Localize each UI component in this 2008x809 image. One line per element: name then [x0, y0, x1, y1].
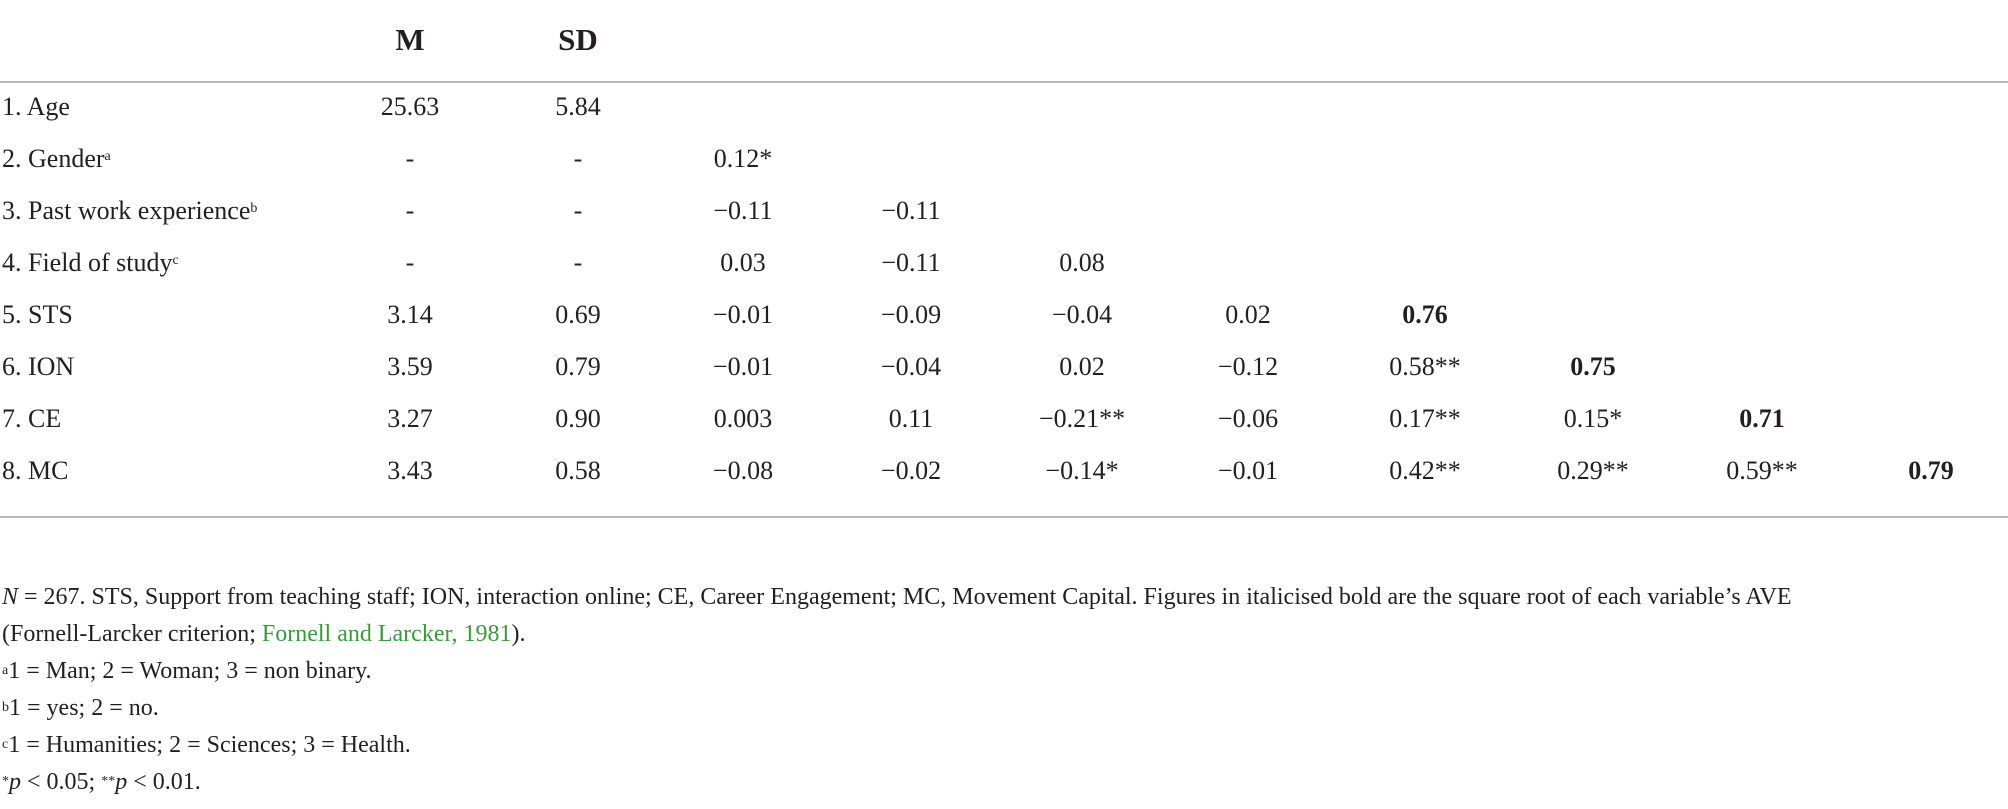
- cell-mean: -: [405, 196, 415, 225]
- row-label-text: 5. STS: [2, 300, 73, 329]
- row-label: [2, 298, 73, 332]
- cell-correlation: 0.29**: [1557, 456, 1629, 485]
- cell-sd: 5.84: [555, 92, 601, 121]
- cell-correlation: 0.03: [720, 248, 766, 277]
- cell-ave-diagonal: 0.76: [1402, 300, 1448, 329]
- cell-correlation: −0.09: [880, 300, 942, 329]
- cell-correlation: 0.15*: [1563, 404, 1623, 433]
- row-label-text: 7. CE: [2, 404, 62, 433]
- cell-ave-diagonal: 0.75: [1570, 352, 1616, 381]
- cell-ave-diagonal: 0.71: [1739, 404, 1785, 433]
- cell-correlation: 0.02: [1225, 300, 1271, 329]
- row-label-footnote: b: [250, 201, 258, 216]
- citation-link[interactable]: Fornell and Larcker, 1981: [261, 621, 512, 647]
- cell-correlation: 0.08: [1059, 248, 1105, 277]
- cell-correlation: 0.59**: [1726, 456, 1798, 485]
- cell-mean: 3.59: [387, 352, 433, 381]
- cell-correlation: 0.12*: [713, 144, 773, 173]
- row-label: [2, 90, 70, 124]
- cell-correlation: −0.01: [712, 300, 774, 329]
- cell-mean: 3.43: [387, 456, 433, 485]
- cell-correlation: 0.17**: [1389, 404, 1461, 433]
- note-gender: $^a$1 = Man; 2 = Woman; 3 = non binary.: [2, 658, 372, 684]
- cell-correlation: −0.08: [712, 456, 774, 485]
- row-label-footnote: c: [172, 253, 179, 268]
- cell-sd: -: [573, 144, 583, 173]
- cell-correlation: 0.58**: [1389, 352, 1461, 381]
- cell-sd: 0.69: [555, 300, 601, 329]
- cell-sd: 0.79: [555, 352, 601, 381]
- cell-sd: -: [573, 196, 583, 225]
- cell-correlation: −0.01: [712, 352, 774, 381]
- row-label: [2, 402, 61, 436]
- cell-correlation: −0.11: [881, 248, 941, 277]
- row-label-text: 3. Past work experience: [2, 196, 251, 225]
- cell-correlation: 0.11: [888, 404, 934, 433]
- note-field: $^c$1 = Humanities; 2 = Sciences; 3 = Health.: [2, 732, 411, 758]
- cell-correlation: −0.06: [1217, 404, 1279, 433]
- cell-sd: 0.90: [555, 404, 601, 433]
- table-header-rule: [0, 81, 2008, 83]
- cell-sd: -: [573, 248, 583, 277]
- cell-mean: -: [405, 144, 415, 173]
- cell-sd: 0.58: [555, 456, 601, 485]
- cell-correlation: −0.04: [1051, 300, 1113, 329]
- cell-correlation: −0.11: [713, 196, 773, 225]
- row-label: [2, 194, 257, 228]
- cell-correlation: −0.21**: [1038, 404, 1126, 433]
- cell-mean: 3.14: [387, 300, 433, 329]
- note-criterion: (Fornell-Larcker criterion; Fornell and Larcker, 1981).: [2, 621, 526, 647]
- cell-correlation: −0.04: [880, 352, 942, 381]
- note-significance: *p < 0.05; **p < 0.01.: [2, 769, 201, 795]
- cell-mean: 25.63: [380, 92, 440, 121]
- cell-correlation: 0.02: [1059, 352, 1105, 381]
- cell-mean: -: [405, 248, 415, 277]
- cell-correlation: −0.14*: [1045, 456, 1119, 485]
- table-bottom-rule: [0, 516, 2008, 518]
- row-label-text: 8. MC: [2, 456, 69, 485]
- row-label-footnote: a: [104, 149, 111, 164]
- row-label: [2, 142, 111, 176]
- cell-correlation: −0.11: [881, 196, 941, 225]
- row-label-text: 1. Age: [2, 92, 70, 121]
- cell-correlation: 0.42**: [1389, 456, 1461, 485]
- cell-mean: 3.27: [387, 404, 433, 433]
- row-label-text: 4. Field of study: [2, 248, 173, 277]
- row-label: [2, 246, 179, 280]
- header-m: M: [395, 22, 425, 57]
- cell-correlation: −0.02: [880, 456, 942, 485]
- cell-correlation: −0.01: [1217, 456, 1279, 485]
- cell-correlation: 0.003: [713, 404, 773, 433]
- row-label-text: 2. Gender: [2, 144, 105, 173]
- cell-ave-diagonal: 0.79: [1908, 456, 1954, 485]
- row-label: [2, 454, 68, 488]
- note-experience: $^b$1 = yes; 2 = no.: [2, 695, 159, 721]
- header-sd: SD: [558, 22, 598, 57]
- row-label: [2, 350, 74, 384]
- row-label-text: 6. ION: [2, 352, 75, 381]
- note-sample-size: N = 267. STS, Support from teaching staff; ION, interaction online; CE, Career Engagement; MC, Movement Capital. Figures in italicised bold are the square root of each variable’s AVE: [2, 584, 1792, 610]
- cell-correlation: −0.12: [1217, 352, 1279, 381]
